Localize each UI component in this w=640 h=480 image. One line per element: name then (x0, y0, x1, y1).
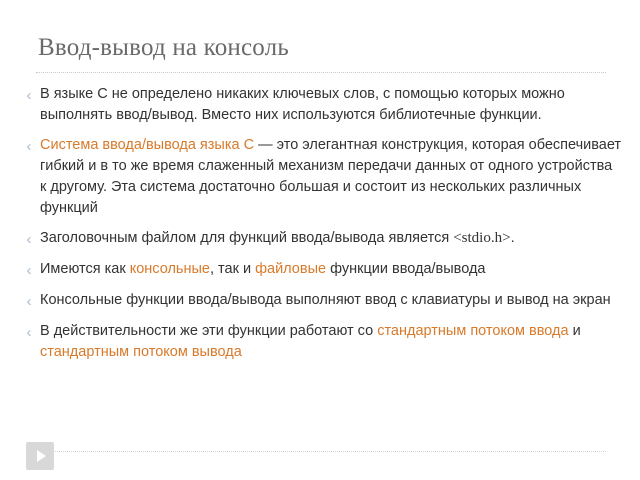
bullet-text-segment: , так и (209, 261, 256, 277)
bullet-text-segment: . (510, 230, 515, 246)
bullet-text-segment: <stdio.h> (453, 230, 511, 246)
slide-title: Ввод-вывод на консоль (38, 34, 289, 61)
bullet-item (18, 84, 622, 126)
bullet-text-segment: Имеются как (40, 261, 130, 277)
bullet-list (18, 84, 622, 372)
bullet-text-segment: и (568, 323, 581, 339)
title-divider (36, 72, 606, 73)
bullet-item (18, 228, 622, 250)
bullet-text-segment: функции ввода/вывода (326, 261, 486, 277)
bullet-text-segment: В действительности же эти функции работают со (40, 323, 378, 339)
bullet-marker-icon: ‹ (26, 138, 32, 155)
bullet-item (18, 290, 622, 312)
bullet-text-segment: стандартным потоком вывода (40, 344, 242, 360)
bullet-text (40, 135, 622, 219)
bottom-divider (36, 451, 606, 452)
bullet-text-segment: — это элегантная конструкция, которая обеспечивает гибкий и в то же время слаженный механизм передачи данных от одного устройства к другому. Эта система достаточно большая и состоит из нескольких различных функций (40, 137, 622, 216)
bullet-text (40, 321, 622, 363)
bullet-item (18, 135, 622, 219)
bullet-text (40, 259, 622, 280)
bullet-text-segment: Консольные функции ввода/вывода выполняют ввод с клавиатуры и вывод на экран (40, 292, 611, 308)
bullet-marker-icon: ‹ (26, 231, 32, 248)
bullet-text-segment: файловые (255, 261, 327, 277)
play-button[interactable] (26, 442, 54, 470)
bullet-text (40, 290, 622, 311)
bullet-text-segment: стандартным потоком ввода (377, 323, 569, 339)
bullet-text (40, 84, 622, 126)
bullet-marker-icon: ‹ (26, 293, 32, 310)
bullet-text-segment: В языке С не определено никаких ключевых слов, с помощью которых можно выполнять ввод/вывод. Вместо них используются библиотечные функции. (40, 86, 565, 123)
bullet-text (40, 228, 622, 249)
bullet-text-segment: консольные (129, 261, 210, 277)
bullet-marker-icon: ‹ (26, 324, 32, 341)
bullet-text-segment: Система ввода/вывода языка С (40, 137, 255, 153)
play-icon (37, 450, 46, 462)
bullet-item (18, 259, 622, 281)
bullet-marker-icon: ‹ (26, 262, 32, 279)
bullet-marker-icon: ‹ (26, 87, 32, 104)
bullet-text-segment: Заголовочным файлом для функций ввода/вывода является (40, 230, 454, 246)
bullet-item (18, 321, 622, 363)
